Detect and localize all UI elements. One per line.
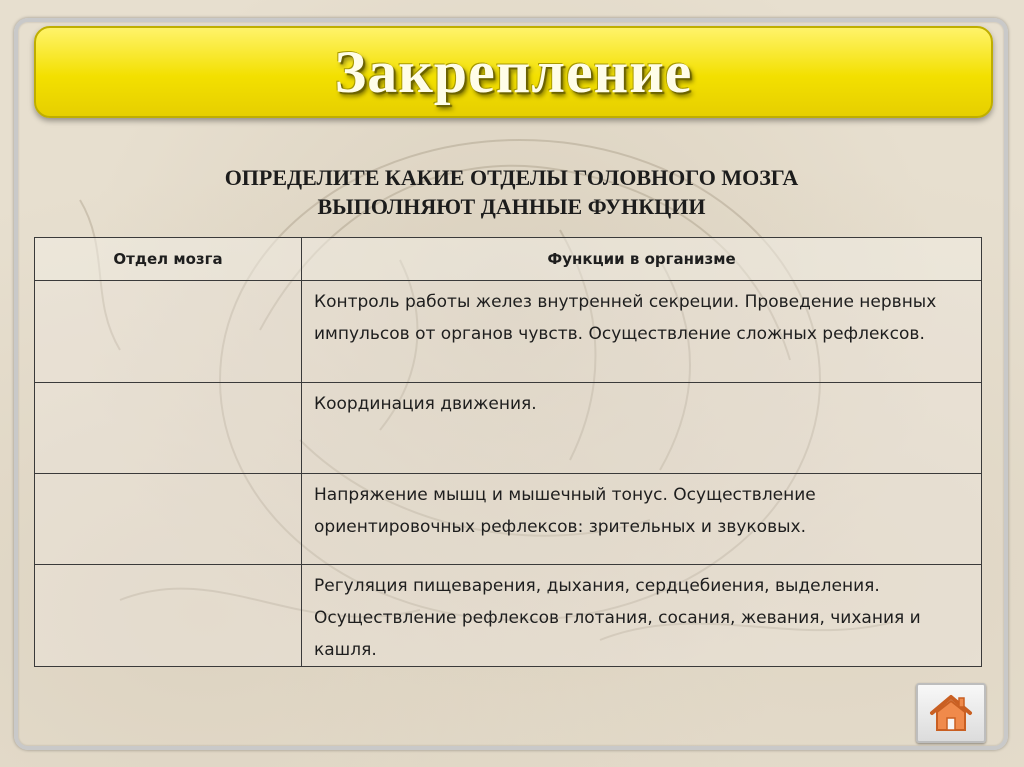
subtitle-line-1: ОПРЕДЕЛИТЕ КАКИЕ ОТДЕЛЫ ГОЛОВНОГО МОЗГА [224,165,799,190]
dept-cell[interactable] [35,383,302,474]
slide-title: Закрепление [334,38,693,105]
header-body-functions: Функции в организме [302,238,982,281]
title-banner [34,26,993,118]
dept-cell[interactable] [35,565,302,667]
function-cell: Регуляция пищеварения, дыхания, сердцебиения, выделения. Осуществление рефлексов глотания, сосания, жевания, чихания и кашля. [302,565,982,667]
subtitle-line-2: ВЫПОЛНЯЮТ ДАННЫЕ ФУНКЦИИ [317,194,706,219]
dept-cell[interactable] [35,281,302,383]
dept-cell[interactable] [35,474,302,565]
table-row [35,565,982,667]
function-cell: Координация движения. [302,383,982,474]
function-cell: Напряжение мышц и мышечный тонус. Осуществление ориентировочных рефлексов: зрительных и звуковых. [302,474,982,565]
table-row [35,383,982,474]
brain-functions-table [34,237,982,667]
function-cell: Контроль работы желез внутренней секреции. Проведение нервных импульсов от органов чувств. Осуществление сложных рефлексов. [302,281,982,383]
header-brain-section: Отдел мозга [35,238,302,281]
table-row [35,281,982,383]
home-icon [928,693,974,733]
table-row [35,474,982,565]
home-button[interactable] [916,683,986,743]
slide-subtitle [34,163,989,221]
table-header-row [35,238,982,281]
